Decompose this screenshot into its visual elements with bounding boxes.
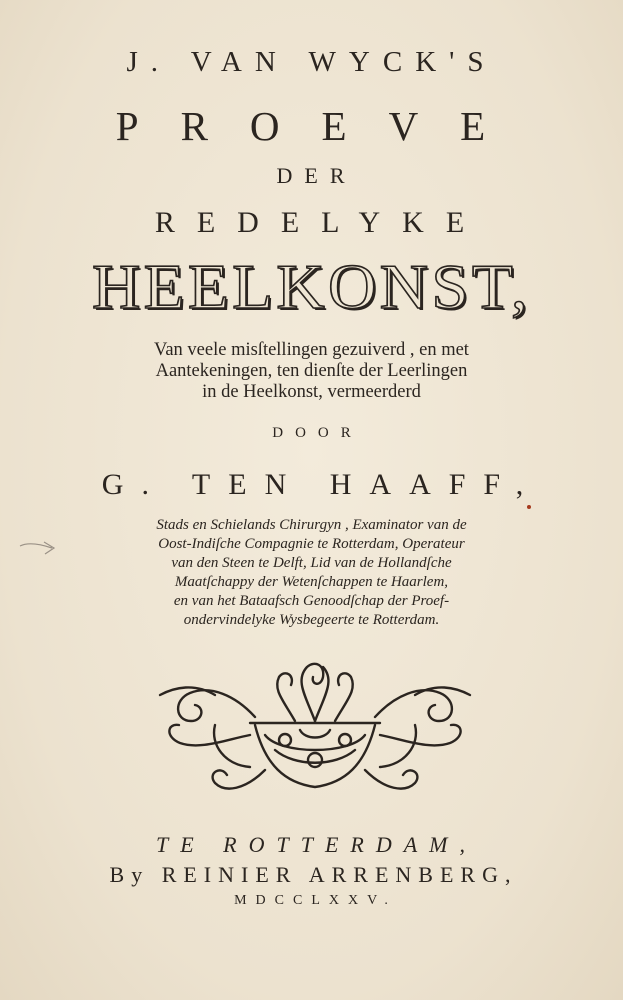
editor-name: G. TEN HAAFF, xyxy=(101,468,542,501)
editor-desc-line-1: Stads en Schielands Chirurgyn , Examinator van de xyxy=(156,517,467,533)
by-label: DOOR xyxy=(272,425,363,441)
subtitle-line-1: Van veele misſtellingen gezuiverd , en met xyxy=(154,340,469,360)
subtitle-line-2: Aantekeningen, ten dienſte der Leerlingen xyxy=(155,361,468,381)
subtitle-line-3: in de Heelkonst, vermeerderd xyxy=(202,382,421,402)
imprint-place: TE ROTTERDAM, xyxy=(156,832,477,857)
editor-desc-line-3: van den Steen te Delft, Lid van de Hollandſche xyxy=(171,555,452,571)
imprint-year: MDCCLXXV. xyxy=(234,893,397,908)
editor-desc-line-2: Oost-Indiſche Compagnie te Rotterdam, Operateur xyxy=(158,536,465,552)
title-word-der: DER xyxy=(276,163,357,188)
printers-ornament-icon xyxy=(155,655,475,800)
editor-desc-line-5: en van het Bataafsch Genoodſchap der Proef- xyxy=(173,593,450,609)
title-word-redelyke: REDELYKE xyxy=(154,206,487,239)
red-ink-mark xyxy=(527,505,531,509)
main-title: HEELKONST, xyxy=(92,251,531,322)
title-word-proeve: PROEVE xyxy=(115,103,528,149)
editor-desc-line-6: ondervindelyke Wysbegeerte te Rotterdam. xyxy=(183,612,440,628)
author-line: J. VAN WYCK'S xyxy=(126,46,497,78)
editor-desc-line-4: Maatſchappy der Wetenſchappen te Haarlem, xyxy=(174,574,449,590)
imprint-publisher: By REINIER ARRENBERG, xyxy=(109,862,518,887)
